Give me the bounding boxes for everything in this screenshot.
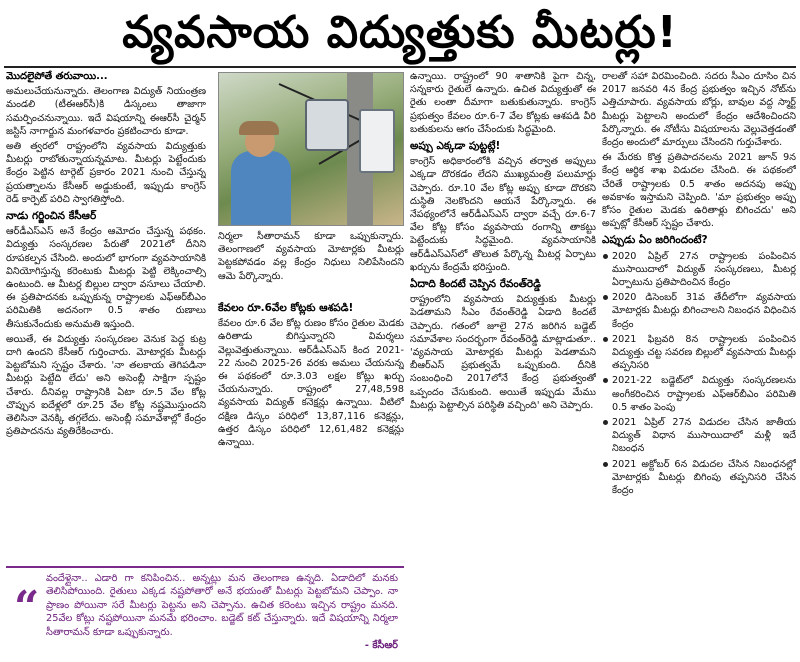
article-column-1: [6, 70, 206, 558]
paragraph: అతి త్వరలో రాష్ట్రంలోని వ్యవసాయ విద్యుత్తుకు మీటర్లు రాబోతున్నాయన్నమాట. మీటర్లు పెట్టేందుకు కేంద్రం పెట్టిన టార్గెట్ ప్రకారం 2021 నుంచి చేస్తున్న ప్రయత్నాలను కేసీఆర్ అడ్డుకుంటే, ఇప్పుడు కాంగ్రెస్ రెడ్ కార్పెట్ పరిచి స్వాగతిస్తోంది.: [6, 141, 206, 205]
pull-quote: [6, 566, 404, 658]
quote-author: - కేసీఆర్: [364, 640, 398, 652]
headline-rule: [4, 66, 796, 68]
article-column-2: [218, 298, 404, 560]
paragraph: రాష్ట్రంలోని వ్యవసాయ విద్యుత్తుకు మీటర్లు పెడతామని సీఎం రేవంత్‌రెడ్డి ఏడాది కిందటే చెప్పారు. గతంలో జూలై 27న జరిగిన బడ్జెట్ సమావేశాల సందర్భంగా రేవంత్‌రెడ్డి మాట్లాడుతూ.. 'వ్యవసాయ మోటార్లకు మీటర్లు పెడతామని బీఆర్‌ఎస్ ప్రభుత్వమే ఒప్పుకుంది. దీనికి సంబంధించి 2017లోనే కేంద్ర ప్రభుత్వంతో ఒప్పందం చేసుకుంది. అయితే ఇప్పుడు మేము మీటర్లు పెట్టాల్సిన పరిస్థితి వచ్చింది' అని చెప్పారు.: [410, 294, 596, 411]
subheading: ఏదాది కిందటే చెప్పిన రేవంత్‌రెడ్డి: [410, 278, 541, 291]
article-column-4: [602, 70, 796, 654]
timeline-item: 2021 ఫిబ్రవరి 8న రాష్ట్రాలకు పంపించిన విద్యుత్తు చట్ట సవరణ బిల్లులో వ్యవసాయ మీటర్లు తప్పనిసరి: [602, 333, 796, 373]
paragraph: ఆర్‌డీఎస్‌ఎస్ అనే కేంద్రం ఆమోదం చేస్తున్న పథకం. విద్యుత్తు సంస్కరణల పేరుతో 2021లో దీనిని రూపకల్పన చేసింది. అందులో భాగంగా వ్యవసాయానికి వినియోగిస్తున్న కరెంటుకు మీటర్లు పెట్టి లెక్కించాల్సి ఉంటుంది. ఆ మీటర్ల బిల్లుల ద్వారా వసూలు చేయాలి. ఈ ప్రతిపాదనకు ఒప్పుకున్న రాష్ట్రాలకు ఎఫ్‌ఆర్‌బీఎం పరిమితికి అదనంగా 0.5 శాతం రుణాలు తీసుకునేందుకు అనుమతి ఇస్తుంది.: [6, 226, 206, 330]
quote-text: వందేళ్లైనా.. ఎడారి గా కనిపించిన.. అన్నట్లు మన తెలంగాణ ఉన్నది. ఏడాదిలో మనకు తెలిసిపోయింది. రైతులు ఎక్కడ నష్టపోతారో అనే భయంతో మీటర్లు పెట్టబోమని చెప్పాం. నా ప్రాణం పోయినా సరే మీటర్లు పెట్టను అని చెప్పాను. ఉచిత కరెంటు ఇచ్చిన రాష్ట్రం మనది. 25వేల కోట్లు నష్టపోయినా మనమే భరించాం. బడ్జెట్ కట్ చేస్తున్నారు. ఇదే విషయాన్ని నిర్మలా సీతారామన్ కూడా ఒప్పుకున్నారు.: [46, 573, 398, 638]
timeline-item: 2020 ఏప్రిల్ 27న రాష్ట్రాలకు పంపించిన ముసాయిదాలో విద్యుత్ సంస్కరణలు, మీటర్ల ఏర్పాటును ప్రతిపాదించిన కేంద్రం: [602, 250, 796, 290]
article-column-3: [410, 70, 596, 654]
paragraph: కాంగ్రెస్ అధికారంలోకి వచ్చిన తర్వాత అప్పులు ఎక్కడా దొరకడం లేదని ముఖ్యమంత్రి పలుమార్లు చెప్పారు. రూ.10 వేల కోట్ల అప్పు కూడా దొరకని దుస్థితి నెలకొందని ఆయనే పేర్కొన్నారు. ఈ నేపథ్యంలోనే ఆర్‌డీఎస్‌ఎస్ ద్వారా వచ్చే రూ.6-7 వేల కోట్ల కోసం వ్యవసాయ రంగాన్ని తాకట్టు పెట్టేందుకు సిద్ధమైంది. వ్యవసాయానికి ఆర్‌డీఎస్‌ఎస్‌లో తొలుత పేర్కొన్న మీటర్ల ఏర్పాటు ఖర్చును కేంద్రమే భరిస్తుంది.: [410, 156, 596, 273]
worker-hat: [239, 121, 279, 135]
paragraph: కేవలం రూ.6 వేల కోట్ల రుణం కోసం రైతుల మెడకు ఉరితాడు బిగిస్తున్నారని విమర్శలు వెల్లువెత్తుతున్నాయి. ఆర్‌డీఎస్‌ఎస్ కింద 2021-22 నుంచి 2025-26 వరకు అమలు చేయనున్న ఈ పథకంలో రూ.3.03 లక్షల కోట్లు ఖర్చు చేయనున్నారు. రాష్ట్రంలో 27,48,598 వ్యవసాయ విద్యుత్ కనెక్షన్లు ఉన్నాయి. వీటిలో దక్షిణ డిస్కం పరిధిలో 13,87,116 కనెక్షన్లు, ఉత్తర డిస్కం పరిధిలో 12,61,482 కనెక్షన్లు ఉన్నాయి.: [218, 318, 404, 449]
kicker-text: మొదలైపోతే తరువాయి...: [6, 71, 108, 82]
meter-box: [305, 99, 349, 151]
paragraph: అయితే, ఈ విద్యుత్తు సంస్కరణల వెనుక పెద్ద కుట్ర దాగి ఉందని కేసీఆర్ గుర్తించారు. మోటార్లకు మీటర్లు పెట్టబోమని స్పష్టం చేశారు. 'నా తలకాయ తెగిపడినా మీటర్లు పెట్టేది లేదు' అని అసెంబ్లీ సాక్షిగా స్పష్టం చేశారు. దీనివల్ల రాష్ట్రానికి ఏటా రూ.5 వేల కోట్ల చొప్పున ఐదేళ్లలో రూ.25 వేల కోట్ల నష్టమొస్తుందని తెలిసినా వెనక్కి తగ్గలేదు. అసెంబ్లీ సమావేశాల్లో కేంద్రం ప్రతిపాదనను వ్యతిరేకించారు.: [6, 333, 206, 438]
paragraph: ఉన్నాయి. రాష్ట్రంలో 90 శాతానికి పైగా చిన్న, సన్నకారు రైతులే ఉన్నారు. ఉచిత విద్యుత్తుతో ఈ రైతు లంతా దీమాగా బతుకుతున్నారు. కాంగ్రెస్ ప్రభుత్వం కేవలం రూ.6-7 వేల కోట్లకు ఆశపడి వీరి బతుకులను ఆగం చేసేందుకు సిద్ధమైంది.: [410, 71, 596, 135]
subheading: నాడు గర్జించిన కేసీఆర్: [6, 210, 97, 223]
page-headline: వ్యవసాయ విద్యుత్తుకు మీటర్లు!: [122, 7, 678, 58]
paragraph: రాలతో సహా విరమించింది. సదరు సీఎం దూసిం చిన 2017 జనవరి 4న కేంద్ర ప్రభుత్వం ఇచ్చిన నోట్‌ను ఎత్తిచూపారు. వ్యవసాయ బోర్లు, బావుల వద్ద స్మార్ట్ మీటర్లు పెట్టాలని అందులో కేంద్రం ఆదేశించిందని పేర్కొన్నారు. ఈ నోటీసు విషయాలను వెల్లువెత్తడంతో కేంద్రం అందులో మార్పులు చేసిందని గుర్తుచేశారు.: [602, 71, 796, 149]
timeline-item: 2021-22 బడ్జెట్‌లో విద్యుత్తు సంస్కరణలను అంగీకరించిన రాష్ట్రాలకు ఎఫ్‌ఆర్‌బీఎం పరిమితి 0.5 శాతం పెంపు: [602, 374, 796, 414]
timeline-item: 2021 ఏప్రిల్ 27న విడుదల చేసిన జాతీయ విద్యుత్ విధాన ముసాయిదాలో మళ్లీ ఇదే నిబంధన: [602, 416, 796, 456]
subheading: ఎప్పుడు ఏం జరిగిందంటే?: [602, 234, 708, 247]
paragraph: అమలుచేయనున్నారు. తెలంగాణ విద్యుత్ నియంత్రణ మండలి (టీఈఆర్‌సీ)కి డిస్కంలు తాజాగా సమర్పించనున్నాయి. ఇదే విషయాన్ని ఈఆర్‌సీ చైర్మన్ జస్టిస్ నాగార్జున మంగళవారం ప్రకటించారు కూడా.: [6, 86, 206, 137]
worker-figure: [231, 151, 291, 226]
article-photo: [218, 72, 404, 226]
subheading: అప్పు ఎక్కడా పుట్టట్లే!: [410, 140, 501, 153]
subheading: కేవలం రూ.6వేల కోట్లకు ఆశపడి!: [218, 302, 354, 314]
photo-caption: నిర్మలా సీతారామన్ కూడా ఒప్పుకున్నారు. తెలంగాణలో వ్యవసాయ మోటార్లకు మీటర్లు పెట్టకపోవడం వల్ల కేంద్రం నిధులు నిలిపేసిందని ఆమె పేర్కొన్నారు.: [218, 231, 404, 282]
quote-icon: “: [14, 582, 40, 633]
meter-box: [359, 109, 395, 173]
timeline-item: 2020 డిసెంబర్ 31వ తేదీలోగా వ్యవసాయ మోటార్లకు మీటర్లు బిగించాలని నిబంధన విధించిన కేంద్రం: [602, 291, 796, 331]
timeline-item: 2021 అక్టోబర్ 6న విడుదల చేసిన నిబంధనల్లో మోటార్లకు మీటర్లు బిగింపు తప్పనిసరి చేసిన కేంద్రం: [602, 458, 796, 498]
paragraph: ఈ మేరకు కొత్త ప్రతిపాదనలను 2021 జూన్ 9న కేంద్ర ఆర్థిక శాఖ విడుదల చేసింది. ఈ పథకంలో చేరితే రాష్ట్రాలకు 0.5 శాతం అదనపు అప్పు అవకాశం ఇస్తామని చెప్పింది. 'మా ప్రభుత్వం అప్పు కోసం రైతుల మెడకు ఉరితాళ్లు బిగించదు' అని అప్పట్లో కేసీఆర్ స్పష్టం చేశారు.: [602, 152, 796, 230]
